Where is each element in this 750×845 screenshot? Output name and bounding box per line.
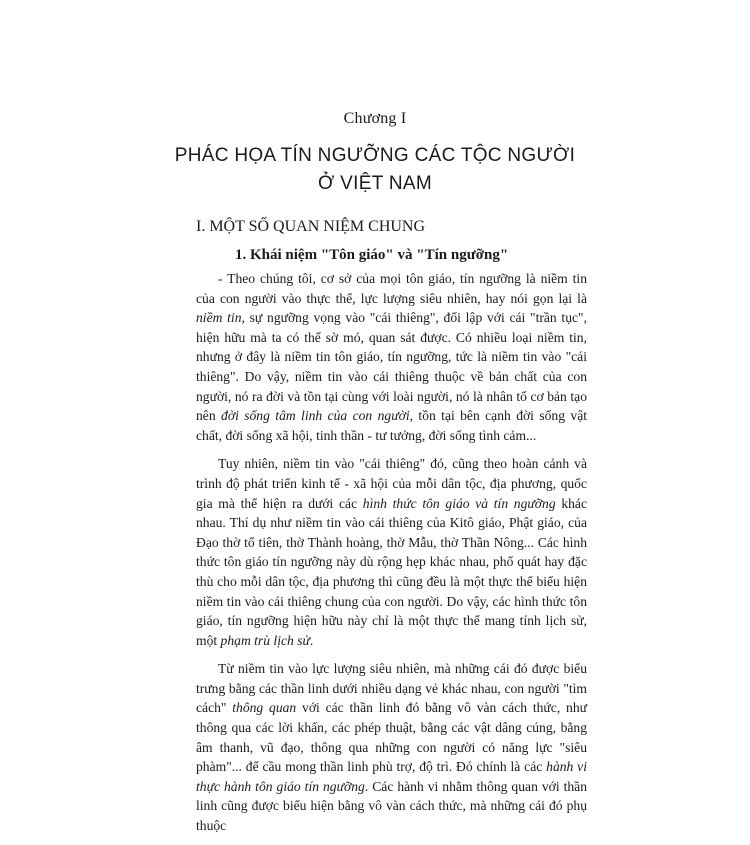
text-run: . Các hành vi nhằm thông quan với thần linh cũng được biểu hiện bằng vô vàn cách thức, mà những cái đó phụ thuộc: [196, 778, 587, 834]
text-run: , tồn tại bên cạnh đời sống vật chất, đời sống xã hội, tinh thần - tư tưởng, đời sống tình cảm...: [196, 408, 587, 443]
text-run: , sự ngưỡng vọng vào "cái thiêng", đối lập với cái "trần tục", hiện hữu mà ta có thể sờ mó, quan sát được. Có nhiều loại niềm tin, nhưng ở đây là niềm tin tôn giáo, tín ngưỡng, tức là niềm tin vào "cái thiêng". Do vậy, niềm tin vào cái thiêng thuộc về bản chất của con người, nó ra đời và tồn tại cùng với loài người, nó là nhân tố cơ bản tạo nên: [196, 310, 587, 424]
subsection-heading: 1. Khái niệm "Tôn giáo" và "Tín ngưỡng": [235, 247, 509, 263]
text-run: Tuy nhiên, niềm tin vào "cái thiêng" đó, cũng theo hoàn cảnh và trình độ phát triển kinh tế - xã hội của mỗi dân tộc, địa phương, quốc gia mà thể hiện ra dưới các: [196, 456, 587, 511]
text-run: Từ niềm tin vào lực lượng siêu nhiên, mà những cái đó được biểu trưng bằng các thần linh dưới nhiều dạng vẻ khác nhau, con người "tìm cách": [196, 661, 587, 716]
text-run: khác nhau. Thí dụ như niềm tin vào cái thiêng của Kitô giáo, Phật giáo, của Đạo thờ tổ tiên, thờ Thành hoàng, thờ Mẫu, thờ Thần Nông... Các hình thức tôn giáo tín ngưỡng này dù rộng hẹp khác nhau, phổ quát hay đặc thù cho mỗi dân tộc, địa phương thì cũng đều là một thực thể biểu hiện niềm tin vào cái thiêng chung của con người. Do vậy, các hình thức tôn giáo, tín ngưỡng hiện hữu này chỉ là một thực thể mang tính lịch sử, một: [196, 495, 587, 648]
body-text: [196, 269, 587, 845]
paragraph-3: [196, 659, 587, 835]
paragraph-2: [196, 454, 587, 650]
chapter-title: [0, 142, 750, 198]
chapter-title-line-1: PHÁC HỌA TÍN NGƯỠNG CÁC TỘC NGƯỜI: [174, 145, 576, 166]
text-run: .: [309, 632, 314, 648]
text-run: với các thần linh đó bằng vô vàn cách thức, như thông qua các lời khấn, các phép thuật, bằng các vật dâng cúng, bằng âm thanh, vũ đạo, thông qua những con người có năng lực "siêu phàm"... để cầu mong thần linh phù trợ, độ trì. Đó chính là các: [196, 700, 587, 775]
italic-phrase: niềm tin: [196, 310, 242, 326]
italic-phrase: hành vi thực hành tôn giáo tín ngưỡng: [196, 759, 587, 794]
chapter-label: Chương I: [343, 110, 407, 127]
paragraph-1: [196, 269, 587, 445]
italic-phrase: hình thức tôn giáo và tín ngưỡng: [362, 495, 556, 511]
italic-phrase: phạm trù lịch sử: [220, 632, 310, 648]
section-heading: I. MỘT SỐ QUAN NIỆM CHUNG: [196, 218, 426, 235]
chapter-title-line-2: Ở VIỆT NAM: [318, 173, 432, 194]
text-run: - Theo chúng tôi, cơ sở của mọi tôn giáo, tín ngưỡng là niềm tin của con người vào thực thể, lực lượng siêu nhiên, hay nói gọn lại là: [196, 271, 587, 306]
italic-phrase: thông quan: [232, 700, 297, 716]
italic-phrase: đời sống tâm linh của con người: [221, 408, 410, 424]
